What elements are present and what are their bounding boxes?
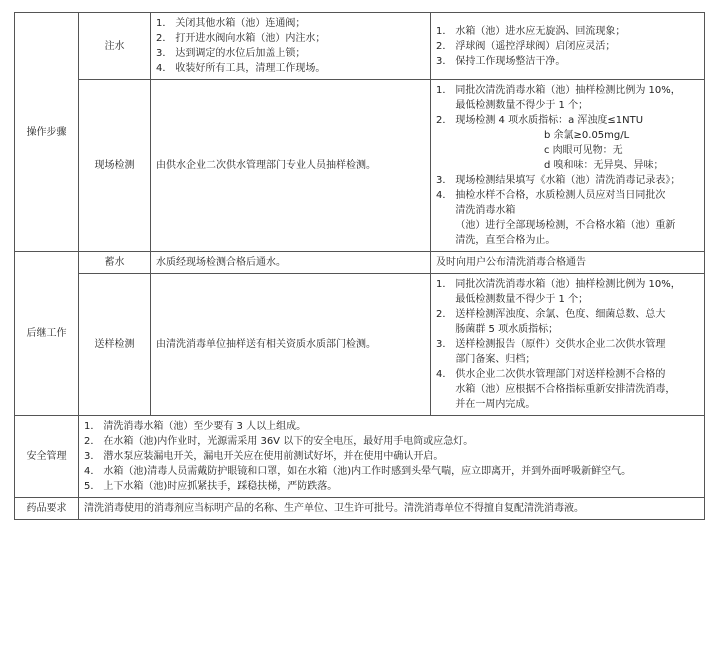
safety-items [79, 416, 705, 498]
list-item: 2． 送样检测浑浊度、余氯、色度、细菌总数、总大 肠菌群 5 项水质指标； [436, 309, 666, 335]
param-b: b 余氯≥0.05mg/L [544, 130, 630, 141]
list-item: 1． 同批次清洗消毒水箱（池）抽样检测比例为 10%， 最低检测数量不得少于 1 个； [436, 85, 681, 111]
param-c: c 肉眼可见物：无 [544, 145, 623, 156]
inject-requirements [431, 13, 705, 80]
list-item: 2． 现场检测 4 项水质指标：a 浑浊度≤1NTU [436, 115, 644, 126]
list-item: 3． 保持工作现场整洁干净。 [436, 56, 566, 67]
storage-description: 水质经现场检测合格后通水。 [151, 252, 431, 274]
onsite-requirements [431, 80, 705, 252]
category-safety: 安全管理 [15, 416, 79, 498]
row-storage [15, 252, 705, 274]
procedure-table [14, 12, 705, 520]
send-sample-requirements [431, 274, 705, 416]
param-a: a 浑浊度≤1NTU [568, 115, 644, 126]
send-sample-description: 由清洗消毒单位抽样送有相关资质水质部门检测。 [151, 274, 431, 416]
category-operation: 操作步骤 [15, 13, 79, 252]
chemicals-text: 清洗消毒使用的消毒剂应当标明产品的名称、生产单位、卫生许可批号。清洗消毒单位不得擅自复配清洗消毒液。 [79, 498, 705, 520]
row-safety [15, 416, 705, 498]
list-item: 1． 清洗消毒水箱（池）至少要有 3 人以上组成。 [84, 421, 307, 432]
list-item: 2． 浮球阀（遥控浮球阀）启闭应灵活； [436, 41, 616, 52]
list-item: 4． 水箱（池)清毒人员需戴防护眼镜和口罩，如在水箱（池)内工作时感到头晕气喘，应立即离开，并到外面呼吸新鲜空气。 [84, 466, 632, 477]
list-item: 3． 潜水泵应装漏电开关，漏电开关应在使用前测试好坏，并在使用中确认开启。 [84, 451, 444, 462]
procedure-table-container [14, 12, 704, 520]
list-item: 1． 水箱（池）进水应无旋涡、回流现象； [436, 26, 626, 37]
category-chemicals: 药品要求 [15, 498, 79, 520]
list-item: 1． 关闭其他水箱（池）连通阀； [156, 18, 306, 29]
list-item: 4． 抽检水样不合格，水质检测人员应对当日同批次 清洗消毒水箱 （池）进行全部现场检测，不合格水箱（池）重新 清洗，直至合格为止。 [436, 190, 676, 246]
step-label-inject: 注水 [79, 13, 151, 80]
row-send-sample [15, 274, 705, 416]
list-item: 4． 收装好所有工具，清理工作现场。 [156, 63, 326, 74]
list-item: 3． 送样检测报告（原件）交供水企业二次供水管理 部门备案、归档； [436, 339, 666, 365]
step-label-onsite: 现场检测 [79, 80, 151, 252]
category-follow-up: 后继工作 [15, 252, 79, 416]
step-label-storage: 蓄水 [79, 252, 151, 274]
param-d: d 嗅和味：无异臭、异味； [544, 160, 664, 171]
list-item: 3． 现场检测结果填写《水箱（池）清洗消毒记录表》； [436, 175, 681, 186]
row-inject [15, 13, 705, 80]
list-item: 1． 同批次清洗消毒水箱（池）抽样检测比例为 10%， 最低检测数量不得少于 1 个； [436, 279, 681, 305]
inject-steps [151, 13, 431, 80]
row-onsite [15, 80, 705, 252]
list-item: 2． 在水箱（池)内作业时，光源需采用 36V 以下的安全电压，最好用手电筒或应急灯。 [84, 436, 474, 447]
list-item: 3． 达到调定的水位后加盖上锁； [156, 48, 306, 59]
list-item: 5． 上下水箱（池)时应抓紧扶手，踩稳扶梯，严防跌落。 [84, 481, 338, 492]
onsite-description: 由供水企业二次供水管理部门专业人员抽样检测。 [151, 80, 431, 252]
storage-requirement: 及时向用户公布清洗消毒合格通告 [431, 252, 705, 274]
list-item: 4． 供水企业二次供水管理部门对送样检测不合格的 水箱（池）应根据不合格指标重新安排清洗消毒， 并在一周内完成。 [436, 369, 676, 410]
step-label-send-sample: 送样检测 [79, 274, 151, 416]
list-item: 2． 打开进水阀向水箱（池）内注水； [156, 33, 326, 44]
row-chemicals [15, 498, 705, 520]
